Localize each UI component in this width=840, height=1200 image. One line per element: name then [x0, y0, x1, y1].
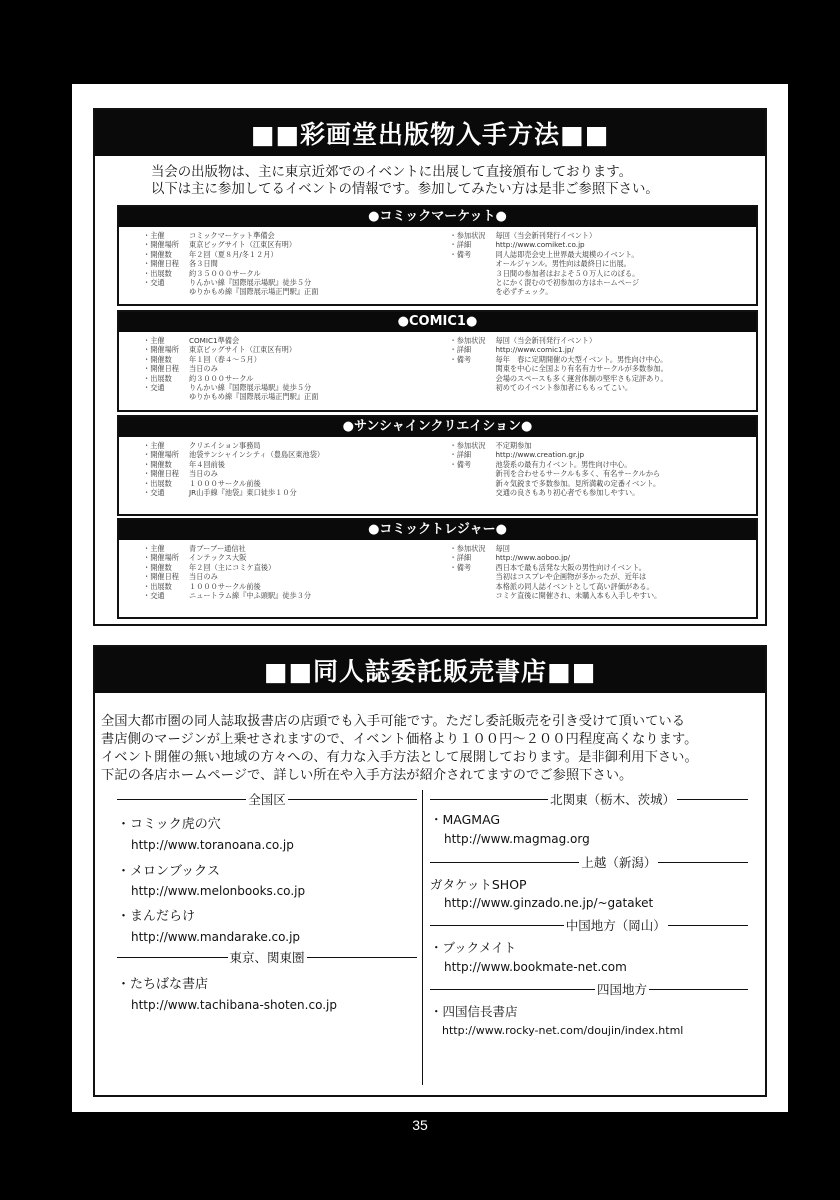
detail-value[interactable]: http://www.comiket.co.jp	[495, 240, 585, 250]
detail-value: １０００サークル前後	[189, 581, 261, 591]
detail-row	[450, 441, 757, 450]
event-title: ●COMIC1●	[119, 312, 756, 332]
detail-row	[143, 250, 450, 259]
detail-value: 池袋サンシャインシティ（豊島区東池袋）	[189, 450, 325, 460]
event-title: ●コミックトレジャー●	[119, 520, 756, 540]
category-header	[430, 916, 748, 934]
detail-row	[143, 259, 450, 268]
detail-value: 会場のスペースも多く運営体制の堅牢さも定評あり。	[495, 373, 668, 383]
detail-label	[450, 287, 496, 296]
detail-row	[450, 345, 757, 354]
detail-row	[143, 240, 450, 249]
detail-label: ・参加状況	[449, 336, 486, 345]
store-name: ・メロンブックス	[117, 864, 220, 879]
detail-label: ・交通	[143, 591, 165, 601]
detail-label: ・開催場所	[143, 345, 179, 355]
event-box	[117, 518, 758, 619]
detail-value: りんかい線『国際展示場駅』徒歩５分	[189, 383, 312, 393]
section-title: ■■同人誌委託販売書店■■	[95, 647, 765, 693]
detail-row	[143, 488, 450, 497]
detail-label: ・備考	[449, 354, 472, 364]
event-details	[119, 437, 756, 497]
category-header	[430, 853, 748, 871]
detail-row	[143, 563, 450, 572]
intro-line: 当会の出版物は、主に東京近郊でのイベントに出展して直接頒布しております。	[151, 165, 632, 180]
intro-line: 以下は主に参加してるイベントの情報です。参加してみたい方は是非ご参照下さい。	[151, 182, 659, 197]
detail-row	[450, 563, 757, 572]
detail-value: 毎回	[495, 544, 510, 553]
detail-row	[450, 450, 757, 459]
detail-row	[143, 544, 450, 553]
detail-value: 新々気鋭まで多数参加。見所満載の定番イベント。	[495, 478, 661, 488]
detail-row	[143, 355, 450, 364]
detail-value: 当日のみ	[189, 469, 218, 479]
detail-row	[450, 591, 757, 600]
detail-label: ・開催数	[143, 354, 172, 364]
detail-value: 約３０００サークル	[189, 373, 254, 383]
store-name: ガタケットSHOP	[430, 877, 527, 892]
detail-value: とにかく混むので初参加の方はホームページ	[495, 278, 640, 288]
section-title: ■■彩画堂出版物入手方法■■	[95, 110, 765, 156]
intro-line: 下記の各店ホームページで、詳しい所在や入手方法が紹介されてますのでご参照下さい。	[101, 768, 633, 783]
detail-row	[450, 250, 757, 259]
detail-value[interactable]: http://www.comic1.jp/	[495, 345, 574, 355]
store-url[interactable]: http://www.magmag.org	[444, 832, 590, 846]
detail-label: ・開催数	[143, 459, 172, 469]
store-url[interactable]: http://www.mandarake.co.jp	[131, 930, 301, 944]
detail-value: JR山手線『池袋』東口徒歩１０分	[189, 488, 297, 498]
store-name: ・コミック虎の穴	[117, 817, 221, 832]
store-url[interactable]: http://www.tachibana-shoten.co.jp	[131, 998, 337, 1012]
detail-label: ・開催場所	[143, 450, 179, 460]
detail-label: ・開催数	[143, 249, 172, 259]
detail-value: 本格派の同人誌イベントとして高い評価がある。	[495, 581, 654, 591]
detail-label: ・備考	[449, 562, 472, 572]
detail-label: ・交通	[143, 488, 165, 498]
detail-row	[450, 479, 757, 488]
detail-label: ・開催日程	[143, 364, 179, 374]
detail-label: ・参加状況	[449, 441, 486, 450]
detail-value: 毎年 春に定期開催の大型イベント。男性向け中心。	[495, 354, 668, 364]
detail-value: 年２回（主にコミケ直後）	[189, 562, 276, 572]
detail-label: ・出展数	[143, 268, 172, 278]
detail-label: ・詳細	[449, 240, 472, 250]
event-title: ●サンシャインクリエイション●	[119, 417, 756, 437]
category-label: 全国区	[248, 792, 286, 807]
detail-label	[450, 269, 496, 278]
detail-value: 当日のみ	[189, 572, 218, 582]
detail-value: クリエイション事務局	[189, 441, 261, 450]
detail-label	[143, 392, 189, 401]
detail-label: ・詳細	[449, 553, 472, 563]
detail-label: ・詳細	[449, 450, 472, 460]
detail-label: ・参加状況	[449, 544, 486, 553]
store-url[interactable]: http://www.ginzado.ne.jp/~gataket	[444, 896, 654, 910]
store-name: ・四国信長書店	[430, 1004, 518, 1019]
detail-value: 不定期参加	[495, 441, 532, 450]
detail-label: ・開催場所	[143, 553, 179, 563]
detail-label	[450, 479, 496, 488]
detail-row	[450, 572, 757, 581]
event-title: ●コミックマーケット●	[119, 207, 756, 227]
detail-value: 年４回前後	[189, 459, 225, 469]
detail-row	[143, 450, 450, 459]
event-details	[119, 227, 756, 297]
detail-row	[450, 460, 757, 469]
detail-value: 当初はコスプレや企画物が多かったが、近年は	[495, 572, 647, 582]
detail-value: 毎回（当会新刊発行イベント）	[495, 336, 597, 345]
detail-row	[143, 287, 450, 296]
detail-row	[143, 345, 450, 354]
detail-row	[143, 591, 450, 600]
event-box	[117, 205, 758, 306]
detail-row	[450, 544, 757, 553]
event-details-left	[143, 336, 450, 402]
detail-label	[450, 374, 496, 383]
detail-value: 毎回（当会新刊発行イベント）	[495, 231, 597, 240]
detail-row	[143, 469, 450, 478]
detail-row	[143, 336, 450, 345]
column-divider	[422, 790, 423, 1085]
detail-row	[143, 364, 450, 373]
detail-value: りんかい線『国際展示場駅』徒歩５分	[189, 278, 312, 288]
detail-row	[450, 269, 757, 278]
detail-value: ニュートラム線『中ふ頭駅』徒歩３分	[189, 591, 312, 601]
store-url[interactable]: http://www.toranoana.co.jp	[131, 838, 294, 852]
detail-label: ・開催場所	[143, 240, 179, 250]
store-url[interactable]: http://www.bookmate-net.com	[444, 960, 627, 974]
detail-value: ゆりかもめ線『国際展示場正門駅』正面	[189, 392, 319, 402]
detail-row	[143, 582, 450, 591]
detail-value: オールジャンル。男性向は最終日に出展。	[495, 259, 631, 269]
event-details-left	[143, 441, 450, 497]
detail-label	[450, 364, 496, 373]
detail-label	[450, 591, 496, 600]
detail-label: ・開催日程	[143, 469, 179, 479]
store-name: ・ブックメイト	[430, 940, 517, 955]
detail-row	[450, 582, 757, 591]
category-header	[430, 980, 748, 998]
detail-label: ・主催	[143, 336, 165, 345]
detail-value: 東京ビッグサイト（江東区有明）	[189, 345, 297, 355]
detail-row	[143, 383, 450, 392]
category-label: 北関東（栃木、茨城）	[550, 792, 676, 807]
category-label: 中国地方（岡山）	[565, 918, 666, 933]
event-details-right	[450, 441, 757, 497]
detail-value: 関東を中心に全国より有名有力サークルが多数参加。	[495, 364, 668, 374]
event-box	[117, 310, 758, 412]
detail-label: ・開催日程	[143, 259, 179, 269]
detail-row	[450, 469, 757, 478]
detail-value: 東京ビッグサイト（江東区有明）	[189, 240, 297, 250]
section-intro	[95, 156, 765, 198]
detail-label	[450, 572, 496, 581]
detail-row	[450, 278, 757, 287]
detail-value: 西日本で最も活発な大阪の男性向けイベント。	[495, 562, 646, 572]
detail-row	[143, 553, 450, 562]
detail-value[interactable]: http://www.aoboo.jp/	[495, 553, 571, 563]
intro-line: 書店側のマージンが上乗せされますので、イベント価格より１００円～２００円程度高くなります。	[101, 732, 698, 747]
event-details-right	[450, 544, 757, 600]
detail-row	[450, 383, 757, 392]
detail-row	[450, 355, 757, 364]
detail-label	[450, 488, 496, 497]
store-name: ・まんだらけ	[117, 909, 196, 924]
detail-value: 池袋系の最有力イベント。男性向け中心。	[495, 459, 632, 469]
detail-label	[450, 383, 496, 392]
detail-label: ・主催	[143, 231, 165, 240]
detail-label: ・備考	[449, 249, 472, 259]
detail-value: 新刊を合わせるサークルも多く、有名サークルから	[495, 469, 661, 479]
detail-row	[450, 488, 757, 497]
detail-value: 各３日間	[189, 259, 218, 269]
detail-value: ３日間の参加者はおよそ５０万人にのぼる。	[495, 268, 640, 278]
detail-value: 約３５０００サークル	[189, 268, 261, 278]
store-name: ・MAGMAG	[430, 812, 501, 827]
intro-line: 全国大都市圏の同人誌取扱書店の店頭でも入手可能です。ただし委託販売を引き受けて頂いている	[101, 714, 685, 729]
detail-label	[143, 287, 189, 296]
category-label: 上越（新潟）	[581, 855, 657, 870]
detail-label: ・出展数	[143, 478, 172, 488]
store-name: ・たちばな書店	[117, 977, 209, 992]
detail-row	[143, 231, 450, 240]
detail-value: １０００サークル前後	[189, 478, 261, 488]
detail-row	[450, 364, 757, 373]
detail-value: を必ずチェック。	[495, 287, 553, 297]
detail-label: ・出展数	[143, 373, 172, 383]
detail-label: ・交通	[143, 278, 165, 288]
detail-row	[143, 479, 450, 488]
detail-row	[450, 240, 757, 249]
detail-value: コミケ直後に開催され、未購入本も入手しやすい。	[495, 591, 662, 601]
detail-value: COMIC1準備会	[189, 336, 240, 345]
detail-row	[450, 259, 757, 268]
detail-row	[143, 278, 450, 287]
detail-label: ・参加状況	[449, 231, 486, 240]
event-details-right	[450, 231, 757, 297]
detail-row	[143, 392, 450, 401]
category-header	[117, 948, 417, 966]
detail-label: ・主催	[143, 544, 165, 553]
detail-row	[450, 553, 757, 562]
detail-row	[143, 269, 450, 278]
detail-label: ・交通	[143, 383, 165, 393]
detail-label	[450, 278, 496, 287]
detail-value: 当日のみ	[189, 364, 218, 374]
section-intro	[95, 693, 765, 785]
category-header	[430, 790, 748, 808]
detail-value: ゆりかもめ線『国際展示場正門駅』正面	[189, 287, 319, 297]
detail-value: 交通の良さもあり初心者でも参加しやすい。	[495, 488, 640, 498]
detail-row	[143, 572, 450, 581]
detail-row	[450, 374, 757, 383]
detail-label	[450, 259, 496, 268]
detail-label: ・開催数	[143, 562, 172, 572]
store-url[interactable]: http://www.melonbooks.co.jp	[131, 884, 306, 898]
detail-value: 年２回（夏８月/冬１２月）	[189, 249, 278, 259]
event-box	[117, 415, 758, 516]
detail-row	[450, 231, 757, 240]
detail-label: ・開催日程	[143, 572, 179, 582]
category-label: 東京、関東圏	[229, 950, 305, 965]
detail-value: 青ブーブー通信社	[189, 544, 246, 553]
detail-row	[143, 374, 450, 383]
page-number: 35	[412, 1117, 428, 1133]
detail-row	[450, 287, 757, 296]
detail-value: 同人誌即売会史上世界最大規模のイベント。	[495, 249, 639, 259]
detail-label: ・主催	[143, 441, 165, 450]
detail-row	[143, 441, 450, 450]
detail-row	[143, 460, 450, 469]
category-header	[117, 790, 417, 808]
detail-value: インテックス大阪	[189, 553, 247, 563]
detail-value: 年１回（春４～５月）	[189, 354, 261, 364]
store-url[interactable]: http://www.rocky-net.com/doujin/index.html	[442, 1024, 684, 1037]
event-details	[119, 332, 756, 402]
intro-line: イベント開催の無い地域の方々への、有力な入手方法として展開しております。是非御利用下さい。	[101, 750, 698, 765]
event-details-left	[143, 544, 450, 600]
detail-value[interactable]: http://www.creation.gr.jp	[495, 450, 585, 460]
event-details-left	[143, 231, 450, 297]
detail-label	[450, 469, 496, 478]
detail-value: 初めてのイベント参加者にももってこい。	[495, 383, 633, 393]
detail-value: コミックマーケット準備会	[189, 231, 275, 240]
detail-row	[450, 336, 757, 345]
detail-label	[450, 582, 496, 591]
detail-label: ・出展数	[143, 581, 172, 591]
event-details	[119, 540, 756, 600]
category-label: 四国地方	[596, 982, 647, 997]
event-details-right	[450, 336, 757, 402]
detail-label: ・備考	[449, 459, 472, 469]
detail-label: ・詳細	[449, 345, 472, 355]
